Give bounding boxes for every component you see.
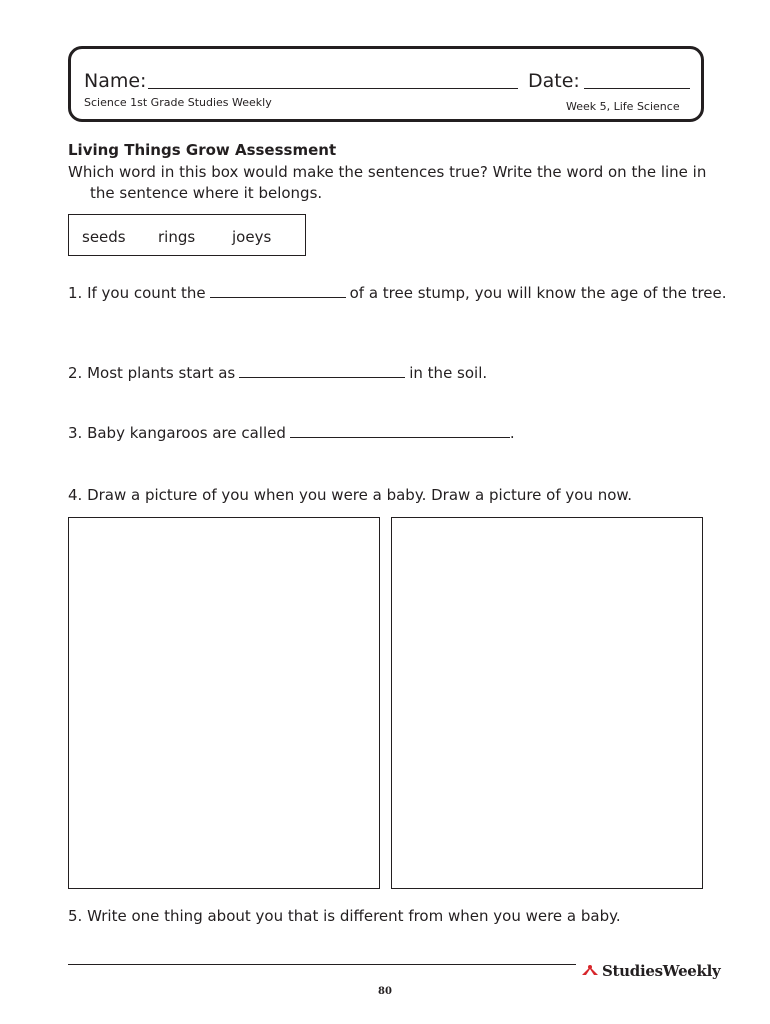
question-3-text-end: . [509,424,515,442]
page-number: 80 [378,986,392,997]
now-drawing-box[interactable] [391,517,703,889]
question-2-text-start: 2. Most plants start as [68,364,236,382]
question-4: 4. Draw a picture of you when you were a baby. Draw a picture of you now. [68,486,633,504]
name-label: Name: [84,70,147,92]
baby-drawing-box[interactable] [68,517,380,889]
date-label: Date: [528,70,580,92]
subject-text: Science 1st Grade Studies Weekly [84,96,272,109]
page-title: Living Things Grow Assessment [68,141,337,159]
name-field[interactable] [148,88,518,89]
question-3-blank[interactable] [290,423,510,438]
instructions: Which word in this box would make the sentences true? Write the word on the line in the sentence where it belongs. [68,163,707,202]
question-1-blank[interactable] [210,283,346,298]
studies-weekly-logo [576,962,720,980]
question-5: 5. Write one thing about you that is different from when you were a baby. [68,907,621,925]
word-bank-item: seeds [82,228,126,246]
question-1-text-end: of a tree stump, you will know the age of the tree. [349,284,727,302]
word-bank-item: joeys [232,228,272,246]
logo-text: StudiesWeekly [602,962,721,980]
question-1-text-start: 1. If you count the [68,284,206,302]
word-bank-item: rings [158,228,196,246]
date-field[interactable] [584,88,690,89]
question-2-text-end: in the soil. [409,364,488,382]
question-3 [68,423,730,443]
week-text: Week 5, Life Science [566,100,680,113]
question-3-text-start: 3. Baby kangaroos are called [68,424,286,442]
apple-icon [580,963,600,977]
question-2-blank[interactable] [239,363,405,378]
question-1 [68,283,730,303]
question-2 [68,363,730,383]
